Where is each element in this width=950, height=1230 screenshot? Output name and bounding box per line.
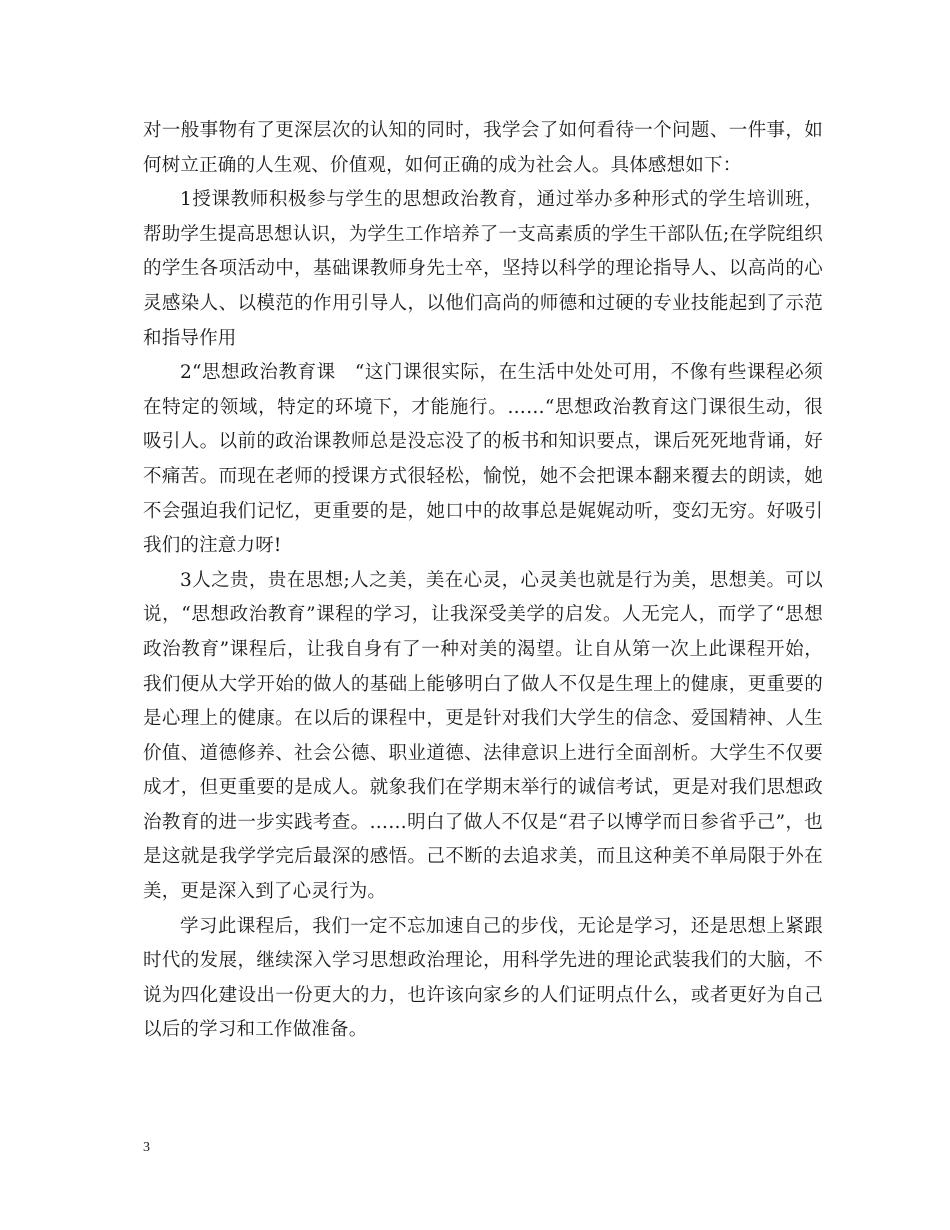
paragraph-continuation: 对一般事物有了更深层次的认知的同时，我学会了如何看待一个问题、一件事，如何树立正确的人生观、价值观，如何正确的成为社会人。具体感想如下： (143, 120, 823, 176)
paragraph-point-3: 3人之贵，贵在思想;人之美，美在心灵，心灵美也就是行为美，思想美。可以说，“思想政治教育”课程的学习，让我深受美学的启发。人无完人，而学了“思想政治教育”课程后，让我自身有了一种对美的渴望。让自从第一次上此课程开始，我们便从大学开始的做人的基础上能够明白了做人不仅是生理上的健康，更重要的是心理上的健康。在以后的课程中，更是针对我们大学生的信念、爱国精神、人生价值、道德修养、社会公德、职业道德、法律意识上进行全面剖析。大学生不仅要成才，但更重要的是成人。就象我们在学期末举行的诚信考试，更是对我们思想政治教育的进一步实践考查。……明白了做人不仅是“君子以博学而日参省乎己”，也是这就是我学学完后最深的感悟。己不断的去追求美，而且这种美不单局限于外在美，更是深入到了心灵行为。 (143, 569, 823, 903)
document-body (143, 114, 823, 1048)
paragraph-conclusion: 学习此课程后，我们一定不忘加速自己的步伐，无论是学习，还是思想上紧跟时代的发展，继续深入学习思想政治理论，用科学先进的理论武装我们的大脑，不说为四化建设出一份更大的力，也许该向家乡的人们证明点什么，或者更好为自己以后的学习和工作做准备。 (143, 915, 823, 1041)
paragraph-point-1: 1授课教师积极参与学生的思想政治教育，通过举办多种形式的学生培训班，帮助学生提高思想认识，为学生工作培养了一支高素质的学生干部队伍;在学院组织的学生各项活动中，基础课教师身先士卒，坚持以科学的理论指导人、以高尚的心灵感染人、以模范的作用引导人，以他们高尚的师德和过硬的专业技能起到了示范和指导作用 (143, 189, 823, 349)
page-number: 3 (143, 1140, 150, 1155)
paragraph-point-2: 2“思想政治教育课 “这门课很实际，在生活中处处可用，不像有些课程必须在特定的领域，特定的环境下，才能施行。……“思想政治教育这门课很生动，很吸引人。以前的政治课教师总是没忘没了的板书和知识要点，课后死死地背诵，好不痛苦。而现在老师的授课方式很轻松，愉悦，她不会把课本翻来覆去的朗读，她不会强迫我们记忆，更重要的是，她口中的故事总是娓娓动听，变幻无穷。好吸引我们的注意力呀! (143, 362, 823, 557)
